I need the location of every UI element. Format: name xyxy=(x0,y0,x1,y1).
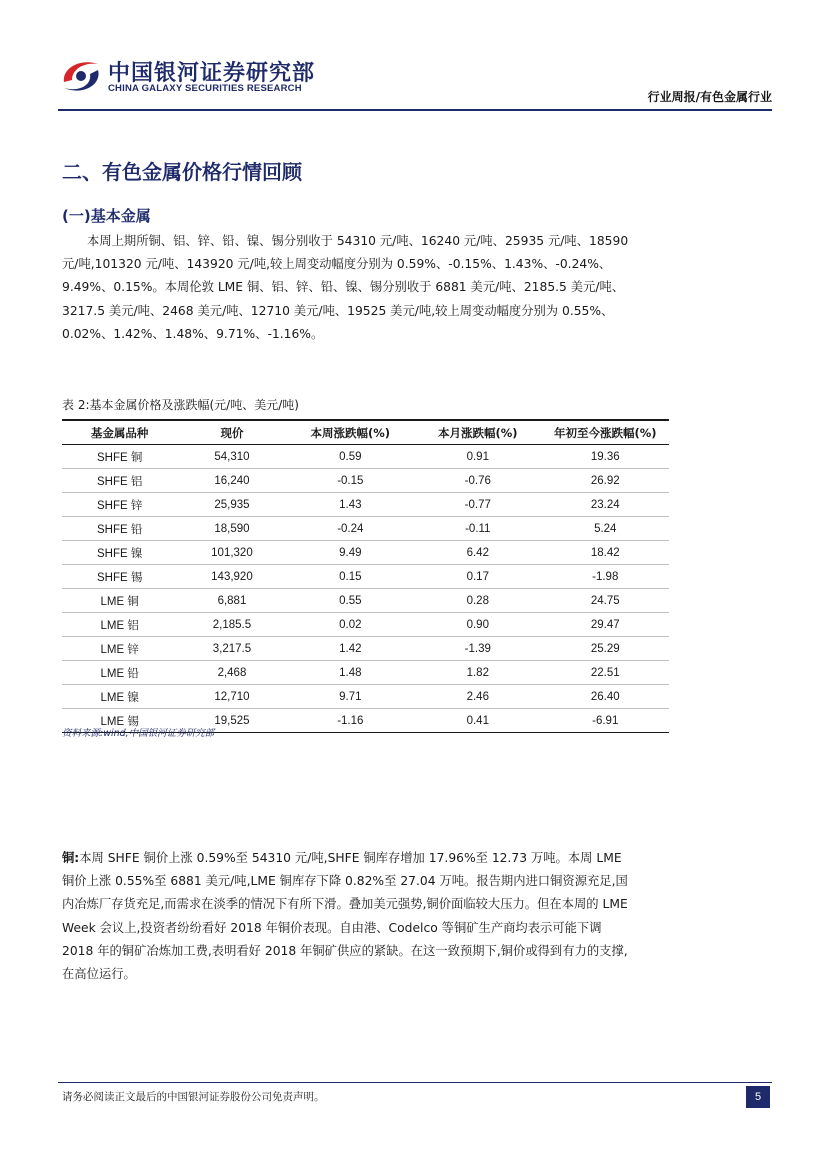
table-cell: 16,240 xyxy=(177,469,286,493)
table-cell: 0.41 xyxy=(414,709,541,733)
section-title: 二、有色金属价格行情回顾 xyxy=(62,160,302,184)
table-cell: 5.24 xyxy=(542,517,669,541)
galaxy-swoosh-logo-icon xyxy=(58,56,104,96)
table-header-row xyxy=(62,420,669,445)
table-cell: 6,881 xyxy=(177,589,286,613)
table-cell: 2,468 xyxy=(177,661,286,685)
table-cell: 3,217.5 xyxy=(177,637,286,661)
table-cell: 0.02 xyxy=(287,613,414,637)
table-cell: 0.59 xyxy=(287,445,414,469)
table-row xyxy=(62,445,669,469)
table-cell: -0.11 xyxy=(414,517,541,541)
table-body xyxy=(62,445,669,733)
table-cell: SHFE 锌 xyxy=(62,493,177,517)
table-cell: 18,590 xyxy=(177,517,286,541)
table-cell: 25,935 xyxy=(177,493,286,517)
table-cell: 1.43 xyxy=(287,493,414,517)
table-cell: 1.42 xyxy=(287,637,414,661)
table-cell: 101,320 xyxy=(177,541,286,565)
table-cell: 1.48 xyxy=(287,661,414,685)
table-cell: LME 铝 xyxy=(62,613,177,637)
page-header xyxy=(58,54,772,108)
header-divider xyxy=(58,109,772,111)
table-cell: -1.16 xyxy=(287,709,414,733)
table-row xyxy=(62,589,669,613)
table-cell: 12,710 xyxy=(177,685,286,709)
table-row xyxy=(62,565,669,589)
table-row xyxy=(62,661,669,685)
copper-text: 本周 SHFE 铜价上涨 0.59%至 54310 元/吨,SHFE 铜库存增加 17.96%至 12.73 万吨。本周 LME 铜价上涨 0.55%至 6881 美元/吨,LME 铜库存下降 0.82%至 27.04 万吨。报告期内进口铜资源充足,国内冶炼厂存货充足,而需求在淡季的情况下有所下滑。叠加美元强势,铜价面临较大压力。但在本周的 LME Week 会议上,投资者纷纷看好 2018 年铜价表现。自由港、Codelco 等铜矿生产商均表示可能下调 2018 年的铜矿冶炼加工费,表明看好 2018 年铜矿供应的紧缺。在这一致预期下,铜价或得到有力的支撑,在高位运行。 xyxy=(62,851,628,982)
table-row xyxy=(62,637,669,661)
paragraph-copper xyxy=(62,847,632,986)
table-cell: 19,525 xyxy=(177,709,286,733)
table-cell: 2.46 xyxy=(414,685,541,709)
table-cell: -0.24 xyxy=(287,517,414,541)
table-cell: 0.17 xyxy=(414,565,541,589)
table-cell: 22.51 xyxy=(542,661,669,685)
paragraph-basic-metals: 本周上期所铜、铝、锌、铅、镍、锡分别收于 54310 元/吨、16240 元/吨、25935 元/吨、18590 元/吨,101320 元/吨、143920 元/吨,较上周变动幅度分别为 0.59%、-0.15%、1.43%、-0.24%、9.49%、0.15%。本周伦敦 LME 铜、铝、锌、铅、镍、锡分别收于 6881 美元/吨、2185.5 美元/吨、3217.5 美元/吨、2468 美元/吨、12710 美元/吨、19525 美元/吨,较上周变动幅度分别为 0.55%、0.02%、1.42%、1.48%、9.71%、-1.16%。 xyxy=(62,234,629,341)
table-cell: LME 镍 xyxy=(62,685,177,709)
table-cell: 29.47 xyxy=(542,613,669,637)
table-cell: -6.91 xyxy=(542,709,669,733)
table-cell: 0.90 xyxy=(414,613,541,637)
header-cell: 本周涨跌幅(%) xyxy=(287,420,414,445)
report-type: 行业周报/有色金属行业 xyxy=(647,90,772,104)
header-cell: 基金属品种 xyxy=(62,420,177,445)
table-cell: 0.55 xyxy=(287,589,414,613)
table-cell: SHFE 铝 xyxy=(62,469,177,493)
table-cell: 0.28 xyxy=(414,589,541,613)
brand-name-en: CHINA GALAXY SECURITIES RESEARCH xyxy=(108,83,302,94)
table-cell: SHFE 镍 xyxy=(62,541,177,565)
table-cell: LME 锌 xyxy=(62,637,177,661)
footer-divider xyxy=(58,1082,772,1083)
brand-name-cn: 中国银河证券研究部 xyxy=(108,61,316,86)
table-cell: SHFE 铅 xyxy=(62,517,177,541)
table-cell: 25.29 xyxy=(542,637,669,661)
table-cell: 23.24 xyxy=(542,493,669,517)
table-source: 资料来源:wind,中国银河证券研究部 xyxy=(62,728,215,739)
table-row xyxy=(62,493,669,517)
table-cell: 54,310 xyxy=(177,445,286,469)
table-row xyxy=(62,685,669,709)
table-cell: SHFE 锡 xyxy=(62,565,177,589)
table-row xyxy=(62,517,669,541)
table-cell: 26.40 xyxy=(542,685,669,709)
table-cell: 6.42 xyxy=(414,541,541,565)
table-cell: 2,185.5 xyxy=(177,613,286,637)
header-cell: 现价 xyxy=(177,420,286,445)
table-cell: LME 锡 xyxy=(62,709,177,733)
copper-lead: 铜: xyxy=(62,851,80,865)
table-cell: -1.39 xyxy=(414,637,541,661)
table-cell: 9.49 xyxy=(287,541,414,565)
table-cell: LME 铅 xyxy=(62,661,177,685)
table-cell: 19.36 xyxy=(542,445,669,469)
table-cell: 26.92 xyxy=(542,469,669,493)
table-cell: 0.91 xyxy=(414,445,541,469)
table-cell: -0.15 xyxy=(287,469,414,493)
table-cell: -1.98 xyxy=(542,565,669,589)
table-cell: 24.75 xyxy=(542,589,669,613)
metals-price-table xyxy=(62,419,669,733)
table-cell: 0.15 xyxy=(287,565,414,589)
table-cell: -0.76 xyxy=(414,469,541,493)
table-row xyxy=(62,613,669,637)
section-subtitle: (一)基本金属 xyxy=(62,207,151,225)
table-cell: 18.42 xyxy=(542,541,669,565)
table-cell: LME 铜 xyxy=(62,589,177,613)
table-caption: 表 2:基本金属价格及涨跌幅(元/吨、美元/吨) xyxy=(62,398,299,412)
table-cell: 9.71 xyxy=(287,685,414,709)
table-cell: SHFE 铜 xyxy=(62,445,177,469)
table-cell: 1.82 xyxy=(414,661,541,685)
footer-disclaimer: 请务必阅读正文最后的中国银河证券股份公司免责声明。 xyxy=(62,1091,325,1103)
page-number: 5 xyxy=(746,1086,770,1108)
table-cell: -0.77 xyxy=(414,493,541,517)
table-row xyxy=(62,541,669,565)
table-row xyxy=(62,469,669,493)
header-cell: 本月涨跌幅(%) xyxy=(414,420,541,445)
header-cell: 年初至今涨跌幅(%) xyxy=(542,420,669,445)
table-cell: 143,920 xyxy=(177,565,286,589)
